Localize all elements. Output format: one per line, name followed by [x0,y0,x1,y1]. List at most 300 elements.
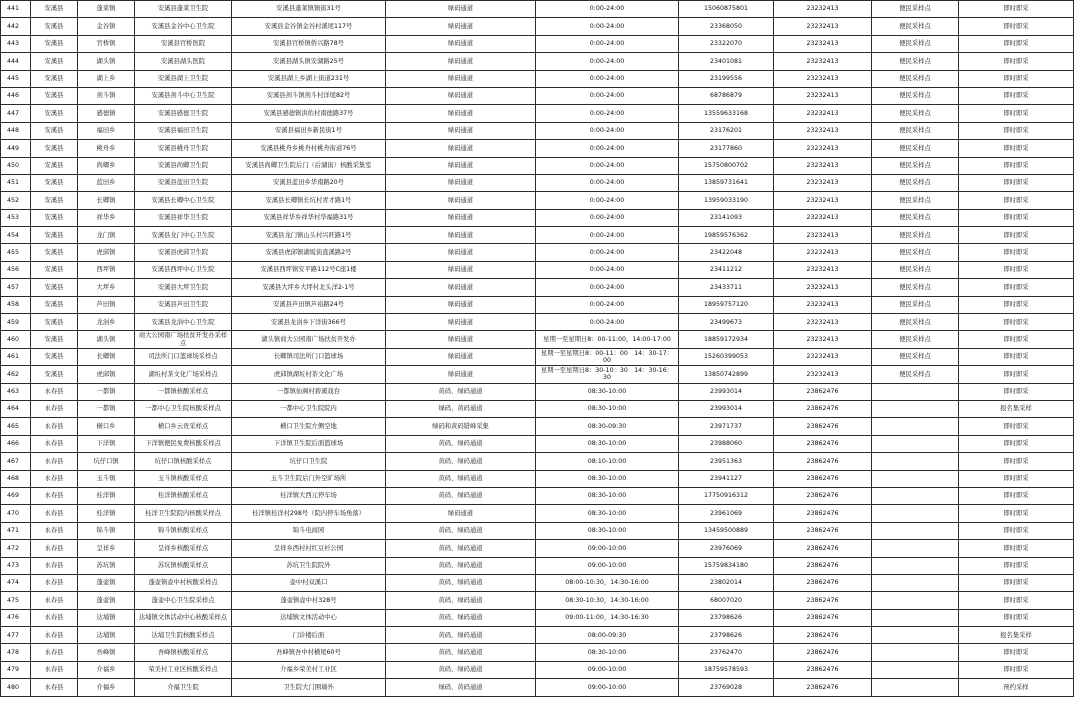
hours-cell: 0:00-24:00 [536,122,679,139]
hotline-cell: 23862476 [774,540,872,557]
address-cell: 安溪县蓬莱镇镇街31号 [232,1,386,18]
site-name-cell: 司法所门口篮球场采样点 [135,348,232,365]
sampling-mode-cell: 即时即采 [959,383,1074,400]
address-cell: 安溪县官桥镇侨兴路78号 [232,35,386,52]
row-number-cell: 452 [1,192,31,209]
table-row [1,644,1074,661]
contact-phone-cell: 23798626 [679,609,774,626]
hours-cell: 0:00-24:00 [536,53,679,70]
contact-phone-cell: 17750916312 [679,487,774,504]
hours-cell: 0:00-24:00 [536,105,679,122]
hotline-cell: 23232413 [774,70,872,87]
address-cell: 安溪县金谷镇金谷村溪尾117号 [232,18,386,35]
table-row [1,627,1074,644]
channel-cell: 绿码通道 [386,105,536,122]
county-cell: 永春县 [31,383,78,400]
address-cell: 苏坑卫生院院外 [232,557,386,574]
sampling-mode-cell: 即时即采 [959,487,1074,504]
table-row [1,296,1074,313]
site-name-cell: 安溪县大坪卫生院 [135,279,232,296]
address-cell: 蓬壶镇壶中村328号 [232,592,386,609]
town-cell: 一都镇 [78,383,135,400]
contact-phone-cell: 68007020 [679,592,774,609]
sampling-mode-cell: 即时即采 [959,470,1074,487]
hours-cell: 0:00-24:00 [536,244,679,261]
channel-cell: 黄码、绿码通道 [386,592,536,609]
town-cell: 官桥镇 [78,35,135,52]
contact-phone-cell: 23368050 [679,18,774,35]
county-cell: 安溪县 [31,296,78,313]
contact-phone-cell: 23422048 [679,244,774,261]
contact-phone-cell: 23411212 [679,261,774,278]
table-row [1,609,1074,626]
contact-phone-cell: 23798626 [679,627,774,644]
channel-cell: 绿码通道 [386,157,536,174]
row-number-cell: 443 [1,35,31,52]
county-cell: 永春县 [31,400,78,417]
sampling-mode-cell: 即时即采 [959,192,1074,209]
site-name-cell: 一都镇核酸采样点 [135,383,232,400]
site-name-cell: 桂洋卫生院院内核酸采样点 [135,505,232,522]
channel-cell: 绿码通道 [386,122,536,139]
county-cell: 永春县 [31,557,78,574]
site-name-cell: 商大公园南广场扶贫开发办采样点 [135,331,232,348]
site-name-cell: 达埔镇文体活动中心核酸采样点 [135,609,232,626]
town-cell: 福田乡 [78,122,135,139]
contact-phone-cell: 13859731641 [679,174,774,191]
address-cell: 达埔镇文体活动中心 [232,609,386,626]
county-cell: 安溪县 [31,35,78,52]
contact-phone-cell: 15060875801 [679,1,774,18]
site-type-cell: 便民采样点 [872,140,959,157]
site-type-cell: 便民采样点 [872,18,959,35]
hotline-cell: 23862476 [774,574,872,591]
hours-cell: 08:30-10:00 [536,644,679,661]
hours-cell: 星期一至星期日8：00-11：00 14：30-17：00 [536,348,679,365]
hours-cell: 星期一至星期日8：00-11:00，14:00-17:00 [536,331,679,348]
site-name-cell: 荣美村工业区核酸采样点 [135,661,232,678]
hotline-cell: 23232413 [774,296,872,313]
sampling-mode-cell: 即时即采 [959,644,1074,661]
contact-phone-cell: 23199556 [679,70,774,87]
sampling-mode-cell: 即时即采 [959,592,1074,609]
row-number-cell: 471 [1,522,31,539]
site-name-cell: 坑仔口镇核酸采样点 [135,453,232,470]
contact-phone-cell: 23176201 [679,122,774,139]
contact-phone-cell: 23951363 [679,453,774,470]
row-number-cell: 448 [1,122,31,139]
contact-phone-cell: 19859576362 [679,227,774,244]
contact-phone-cell: 15759834180 [679,557,774,574]
county-cell: 安溪县 [31,279,78,296]
contact-phone-cell: 23141093 [679,209,774,226]
contact-phone-cell: 23401081 [679,53,774,70]
sampling-mode-cell: 报名集采样 [959,627,1074,644]
hours-cell: 08:30-10:00 [536,487,679,504]
address-cell: 安溪县桃舟乡桃舟村桃舟街道76号 [232,140,386,157]
hours-cell: 0:00-24:00 [536,87,679,104]
hotline-cell: 23232413 [774,192,872,209]
table-row [1,53,1074,70]
row-number-cell: 459 [1,314,31,331]
hours-cell: 08:30-10:00 [536,505,679,522]
channel-cell: 绿码通道 [386,244,536,261]
channel-cell: 绿码通道 [386,279,536,296]
county-cell: 安溪县 [31,209,78,226]
site-name-cell: 安溪县福田卫生院 [135,122,232,139]
hours-cell: 0:00-24:00 [536,296,679,313]
channel-cell: 绿码通道 [386,87,536,104]
contact-phone-cell: 15750800702 [679,157,774,174]
address-cell: 门诊楼后面 [232,627,386,644]
channel-cell: 绿码、黄码通道 [386,400,536,417]
channel-cell: 黄码、绿码通道 [386,609,536,626]
address-cell: 安溪县虎邱镇湖坂街直溪路2号 [232,244,386,261]
hours-cell: 0:00-24:00 [536,279,679,296]
address-cell: 一都镇仙阁村碧溪戏台 [232,383,386,400]
address-cell: 介福乡荣美村工业区 [232,661,386,678]
site-name-cell: 安溪县金谷中心卫生院 [135,18,232,35]
sampling-mode-cell: 即时即采 [959,557,1074,574]
site-name-cell: 一都中心卫生院核酸采样点 [135,400,232,417]
sampling-mode-cell: 即时即采 [959,18,1074,35]
row-number-cell: 444 [1,53,31,70]
hours-cell: 08:30-10:00 [536,435,679,452]
county-cell: 安溪县 [31,244,78,261]
site-type-cell [872,609,959,626]
site-name-cell: 桂洋镇核酸采样点 [135,487,232,504]
county-cell: 安溪县 [31,348,78,365]
hotline-cell: 23862476 [774,418,872,435]
hours-cell: 08:30-10:30，14:30-16:00 [536,592,679,609]
table-body [1,1,1074,697]
table-row [1,122,1074,139]
hours-cell: 0:00-24:00 [536,1,679,18]
county-cell: 永春县 [31,470,78,487]
site-type-cell: 便民采样点 [872,122,959,139]
county-cell: 安溪县 [31,1,78,18]
site-type-cell: 便民采样点 [872,261,959,278]
hotline-cell: 23232413 [774,209,872,226]
row-number-cell: 470 [1,505,31,522]
county-cell: 永春县 [31,661,78,678]
town-cell: 吾峰镇 [78,644,135,661]
table-row [1,331,1074,348]
site-type-cell: 便民采样点 [872,209,959,226]
county-cell: 永春县 [31,435,78,452]
channel-cell: 绿码通道 [386,348,536,365]
channel-cell: 黄码、绿码通道 [386,661,536,678]
channel-cell: 绿码和黄码错峰采集 [386,418,536,435]
address-cell: 安溪县大坪乡大坪村北头洋2-1号 [232,279,386,296]
county-cell: 永春县 [31,574,78,591]
sampling-mode-cell: 预约采样 [959,679,1074,696]
sampling-mode-cell: 即时即采 [959,366,1074,383]
hotline-cell: 23232413 [774,331,872,348]
hotline-cell: 23232413 [774,105,872,122]
contact-phone-cell: 13850742899 [679,366,774,383]
county-cell: 永春县 [31,627,78,644]
site-type-cell [872,418,959,435]
table-row [1,366,1074,383]
address-cell: 安溪县蓝田乡华南路20号 [232,174,386,191]
town-cell: 湖上乡 [78,70,135,87]
hotline-cell: 23232413 [774,348,872,365]
row-number-cell: 449 [1,140,31,157]
county-cell: 永春县 [31,418,78,435]
hotline-cell: 23232413 [774,227,872,244]
table-row [1,522,1074,539]
site-type-cell: 便民采样点 [872,244,959,261]
sampling-mode-cell: 即时即采 [959,105,1074,122]
site-type-cell: 便民采样点 [872,53,959,70]
site-name-cell: 吾峰镇核酸采样点 [135,644,232,661]
channel-cell: 绿码通道 [386,70,536,87]
site-type-cell [872,592,959,609]
sampling-mode-cell: 即时即采 [959,661,1074,678]
hotline-cell: 23862476 [774,470,872,487]
address-cell: 安溪县西坪镇安平路112号C座1楼 [232,261,386,278]
sampling-mode-cell: 即时即采 [959,227,1074,244]
county-cell: 永春县 [31,644,78,661]
site-name-cell: 安溪县官桥医院 [135,35,232,52]
hotline-cell: 23232413 [774,366,872,383]
county-cell: 永春县 [31,505,78,522]
address-cell: 一都中心卫生院院内 [232,400,386,417]
contact-phone-cell: 23993014 [679,400,774,417]
site-name-cell: 安溪县湖头医院 [135,53,232,70]
contact-phone-cell: 23976069 [679,540,774,557]
table-row [1,314,1074,331]
county-cell: 安溪县 [31,192,78,209]
sampling-mode-cell: 即时即采 [959,209,1074,226]
sampling-mode-cell: 即时即采 [959,574,1074,591]
address-cell: 安溪县感德镇洪佑村南德路37号 [232,105,386,122]
hours-cell: 08:30-10:00 [536,400,679,417]
row-number-cell: 472 [1,540,31,557]
table-row [1,348,1074,365]
table-row [1,557,1074,574]
sampling-mode-cell: 即时即采 [959,157,1074,174]
site-name-cell: 蓬壶中心卫生院采样点 [135,592,232,609]
contact-phone-cell: 18759578593 [679,661,774,678]
hours-cell: 0:00-24:00 [536,70,679,87]
channel-cell: 黄码、绿码通道 [386,487,536,504]
table-row [1,470,1074,487]
hours-cell: 09:00-10:00 [536,661,679,678]
hotline-cell: 23862476 [774,505,872,522]
town-cell: 下洋镇 [78,435,135,452]
channel-cell: 黄码、绿码通道 [386,470,536,487]
contact-phone-cell: 13559633168 [679,105,774,122]
hotline-cell: 23862476 [774,435,872,452]
county-cell: 安溪县 [31,122,78,139]
hours-cell: 09:00-10:00 [536,679,679,696]
sampling-mode-cell: 即时即采 [959,540,1074,557]
row-number-cell: 467 [1,453,31,470]
town-cell: 桃舟乡 [78,140,135,157]
channel-cell: 绿码通道 [386,140,536,157]
contact-phone-cell: 23988060 [679,435,774,452]
hours-cell: 09:00-10:00 [536,557,679,574]
address-cell: 壶中村双溪口 [232,574,386,591]
hotline-cell: 23232413 [774,261,872,278]
table-row [1,400,1074,417]
sampling-mode-cell: 即时即采 [959,348,1074,365]
hours-cell: 08:10-10:00 [536,453,679,470]
channel-cell: 绿码通道 [386,227,536,244]
site-type-cell [872,400,959,417]
table-row [1,383,1074,400]
site-type-cell [872,557,959,574]
contact-phone-cell: 23433711 [679,279,774,296]
sampling-mode-cell: 即时即采 [959,87,1074,104]
site-type-cell: 便民采样点 [872,87,959,104]
contact-phone-cell: 23322070 [679,35,774,52]
site-type-cell: 便民采样点 [872,70,959,87]
sampling-mode-cell: 即时即采 [959,296,1074,313]
row-number-cell: 442 [1,18,31,35]
site-name-cell: 安溪县尚卿卫生院 [135,157,232,174]
row-number-cell: 468 [1,470,31,487]
address-cell: 安溪县龙门镇山头村兴旺路1号 [232,227,386,244]
county-cell: 安溪县 [31,157,78,174]
county-cell: 安溪县 [31,87,78,104]
channel-cell: 绿码通道 [386,1,536,18]
address-cell: 吾峰镇吾中村横尾60号 [232,644,386,661]
row-number-cell: 464 [1,400,31,417]
sampling-mode-cell: 即时即采 [959,53,1074,70]
channel-cell: 绿码通道 [386,261,536,278]
site-type-cell: 便民采样点 [872,331,959,348]
address-cell: 桂洋镇桂洋村298号（院内停车场角落） [232,505,386,522]
table-row [1,87,1074,104]
county-cell: 安溪县 [31,261,78,278]
row-number-cell: 445 [1,70,31,87]
town-cell: 大坪乡 [78,279,135,296]
sampling-mode-cell: 即时即采 [959,609,1074,626]
table-row [1,279,1074,296]
site-name-cell: 安溪县祥华卫生院 [135,209,232,226]
contact-phone-cell: 68786879 [679,87,774,104]
contact-phone-cell: 13959033190 [679,192,774,209]
table-row [1,227,1074,244]
site-type-cell: 便民采样点 [872,174,959,191]
address-cell: 横口卫生院左侧空地 [232,418,386,435]
row-number-cell: 474 [1,574,31,591]
hotline-cell: 23862476 [774,679,872,696]
row-number-cell: 463 [1,383,31,400]
channel-cell: 黄码、绿码通道 [386,574,536,591]
site-type-cell [872,383,959,400]
table-row [1,487,1074,504]
hours-cell: 0:00-24:00 [536,209,679,226]
table-row [1,540,1074,557]
site-name-cell: 下洋镇便民免费核酸采样点 [135,435,232,452]
site-name-cell: 呈祥乡核酸采样点 [135,540,232,557]
site-type-cell: 便民采样点 [872,35,959,52]
table-row [1,1,1074,18]
hotline-cell: 23232413 [774,18,872,35]
table-row [1,453,1074,470]
town-cell: 祥华乡 [78,209,135,226]
contact-phone-cell: 23961069 [679,505,774,522]
town-cell: 蓬壶镇 [78,574,135,591]
channel-cell: 绿码通道 [386,296,536,313]
sampling-mode-cell: 即时即采 [959,279,1074,296]
channel-cell: 绿码通道 [386,192,536,209]
hotline-cell: 23862476 [774,592,872,609]
site-name-cell: 介福卫生院 [135,679,232,696]
table-row [1,105,1074,122]
hotline-cell: 23232413 [774,53,872,70]
site-name-cell: 玉斗镇核酸采样点 [135,470,232,487]
hotline-cell: 23232413 [774,279,872,296]
table-row [1,70,1074,87]
site-type-cell [872,505,959,522]
county-cell: 安溪县 [31,105,78,122]
row-number-cell: 466 [1,435,31,452]
site-name-cell: 蓬壶镇壶中村核酸采样点 [135,574,232,591]
hours-cell: 08:00-10:30，14:30-16:00 [536,574,679,591]
site-type-cell [872,540,959,557]
hotline-cell: 23232413 [774,314,872,331]
town-cell: 芦田镇 [78,296,135,313]
county-cell: 永春县 [31,487,78,504]
sampling-mode-cell: 即时即采 [959,122,1074,139]
channel-cell: 绿码通道 [386,505,536,522]
site-type-cell [872,679,959,696]
county-cell: 安溪县 [31,314,78,331]
town-cell: 一都镇 [78,400,135,417]
hotline-cell: 23862476 [774,400,872,417]
row-number-cell: 451 [1,174,31,191]
site-type-cell [872,661,959,678]
county-cell: 永春县 [31,522,78,539]
address-cell: 玉斗卫生院后门外空旷场所 [232,470,386,487]
hours-cell: 08:30-10:00 [536,522,679,539]
row-number-cell: 453 [1,209,31,226]
town-cell: 横口乡 [78,418,135,435]
contact-phone-cell: 13459500889 [679,522,774,539]
address-cell: 安溪县尚卿卫生院后门（后湖街）核酸采集室 [232,157,386,174]
address-cell: 下洋镇卫生院后面篮球场 [232,435,386,452]
table-row [1,209,1074,226]
table-row [1,192,1074,209]
site-type-cell: 便民采样点 [872,314,959,331]
row-number-cell: 457 [1,279,31,296]
sampling-mode-cell: 即时即采 [959,174,1074,191]
channel-cell: 绿码通道 [386,314,536,331]
site-name-cell: 安溪县龙门中心卫生院 [135,227,232,244]
channel-cell: 黄码、绿码通道 [386,627,536,644]
sampling-mode-cell: 即时即采 [959,522,1074,539]
contact-phone-cell: 15260399053 [679,348,774,365]
county-cell: 永春县 [31,453,78,470]
channel-cell: 绿码通道 [386,331,536,348]
site-name-cell: 安溪县芦田卫生院 [135,296,232,313]
county-cell: 安溪县 [31,366,78,383]
hotline-cell: 23862476 [774,557,872,574]
town-cell: 龙门镇 [78,227,135,244]
address-cell: 桂洋镇大西元停车场 [232,487,386,504]
county-cell: 安溪县 [31,174,78,191]
town-cell: 剑斗镇 [78,87,135,104]
hotline-cell: 23862476 [774,487,872,504]
town-cell: 桂洋镇 [78,487,135,504]
hours-cell: 09:00-10:00 [536,540,679,557]
sampling-mode-cell: 即时即采 [959,331,1074,348]
